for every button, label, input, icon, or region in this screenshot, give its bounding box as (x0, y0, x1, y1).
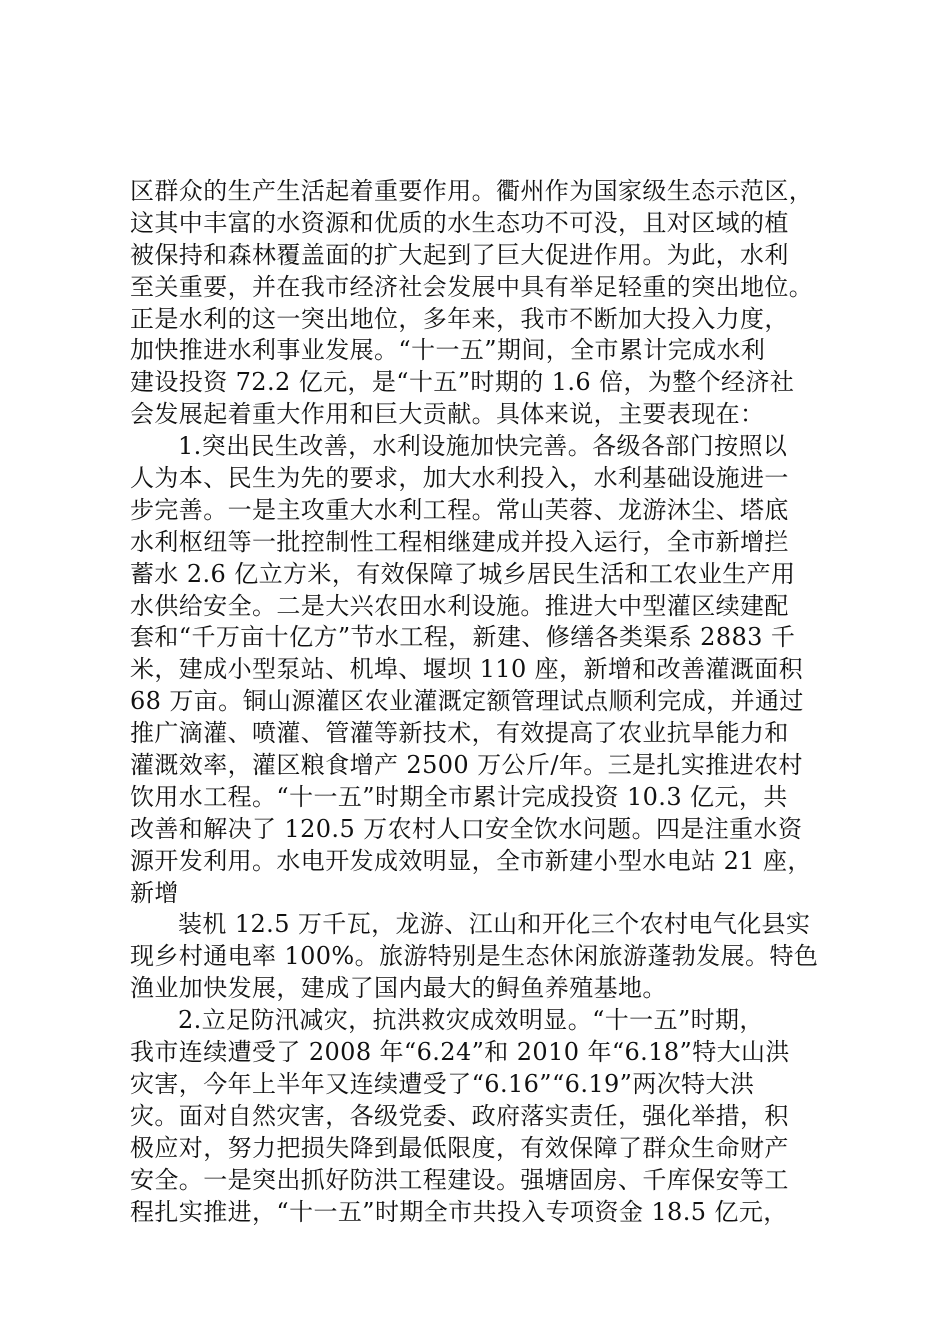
text-line: 新增 (130, 878, 179, 907)
text-line: 米，建成小型泵站、机埠、堰坝 110 座，新增和改善灌溉面积 (130, 655, 804, 684)
text-line: 灾害，今年上半年又连续遭受了“6.16”“6.19”两次特大洪 (130, 1069, 755, 1098)
text-line: 区群众的生产生活起着重要作用。衢州作为国家级生态示范区， (130, 177, 814, 205)
text-line: 至关重要，并在我市经济社会发展中具有举足轻重的突出地位。 (130, 272, 814, 301)
text-line: 程扎实推进，“十一五”时期全市共投入专项资金 18.5 亿元， (130, 1197, 788, 1226)
text-line: 水利枢纽等一批控制性工程相继建成并投入运行，全市新增拦 (130, 527, 789, 556)
text-line: 灾。面对自然灾害，各级党委、政府落实责任，强化举措，积 (130, 1101, 789, 1130)
text-line: 建设投资 72.2 亿元，是“十五”时期的 1.6 倍，为整个经济社 (130, 368, 795, 397)
text-line: 正是水利的这一突出地位，多年来，我市不断加大投入力度， (130, 304, 789, 333)
text-line: 步完善。一是主攻重大水利工程。常山芙蓉、龙游沐尘、塔底 (130, 495, 789, 524)
text-line: 现乡村通电率 100%。旅游特别是生态休闲旅游蓬勃发展。特色 (130, 942, 819, 971)
text-line: 渔业加快发展，建成了国内最大的鲟鱼养殖基地。 (130, 974, 667, 1003)
text-line: 推广滴灌、喷灌、管灌等新技术，有效提高了农业抗旱能力和 (130, 719, 789, 748)
text-line: 极应对，努力把损失降到最低限度，有效保障了群众生命财产 (130, 1133, 789, 1162)
text-line: 被保持和森林覆盖面的扩大起到了巨大促进作用。为此，水利 (130, 240, 789, 269)
text-line: 1.突出民生改善，水利设施加快完善。各级各部门按照以 (178, 432, 788, 461)
text-line: 这其中丰富的水资源和优质的水生态功不可没，且对区域的植 (130, 208, 789, 237)
text-line: 灌溉效率，灌区粮食增产 2500 万公斤/年。三是扎实推进农村 (130, 751, 803, 780)
text-line: 套和“千万亩十亿方”节水工程，新建、修缮各类渠系 2883 千 (130, 623, 796, 652)
text-line: 会发展起着重大作用和巨大贡献。具体来说，主要表现在： (130, 400, 765, 429)
text-line: 改善和解决了 120.5 万农村人口安全饮水问题。四是注重水资 (130, 814, 803, 843)
text-line: 饮用水工程。“十一五”时期全市累计完成投资 10.3 亿元，共 (130, 782, 788, 811)
text-line: 蓄水 2.6 亿立方米，有效保障了城乡居民生活和工农业生产用 (130, 559, 796, 588)
text-line: 人为本、民生为先的要求，加大水利投入，水利基础设施进一 (130, 464, 789, 493)
body-text (130, 176, 842, 1228)
text-line: 水供给安全。二是大兴农田水利设施。推进大中型灌区续建配 (130, 591, 789, 620)
text-line: 68 万亩。铜山源灌区农业灌溉定额管理试点顺利完成，并通过 (130, 687, 804, 716)
text-line: 2.立足防汛减灾，抗洪救灾成效明显。“十一五”时期， (178, 1006, 764, 1035)
text-line: 我市连续遭受了 2008 年“6.24”和 2010 年“6.18”特大山洪 (130, 1038, 790, 1067)
text-line: 源开发利用。水电开发成效明显，全市新建小型水电站 21 座， (130, 846, 812, 875)
text-line: 装机 12.5 万千瓦，龙游、江山和开化三个农村电气化县实 (178, 910, 811, 939)
text-line: 安全。一是突出抓好防洪工程建设。强塘固房、千库保安等工 (130, 1165, 789, 1194)
text-line: 加快推进水利事业发展。“十一五”期间，全市累计完成水利 (130, 336, 766, 365)
